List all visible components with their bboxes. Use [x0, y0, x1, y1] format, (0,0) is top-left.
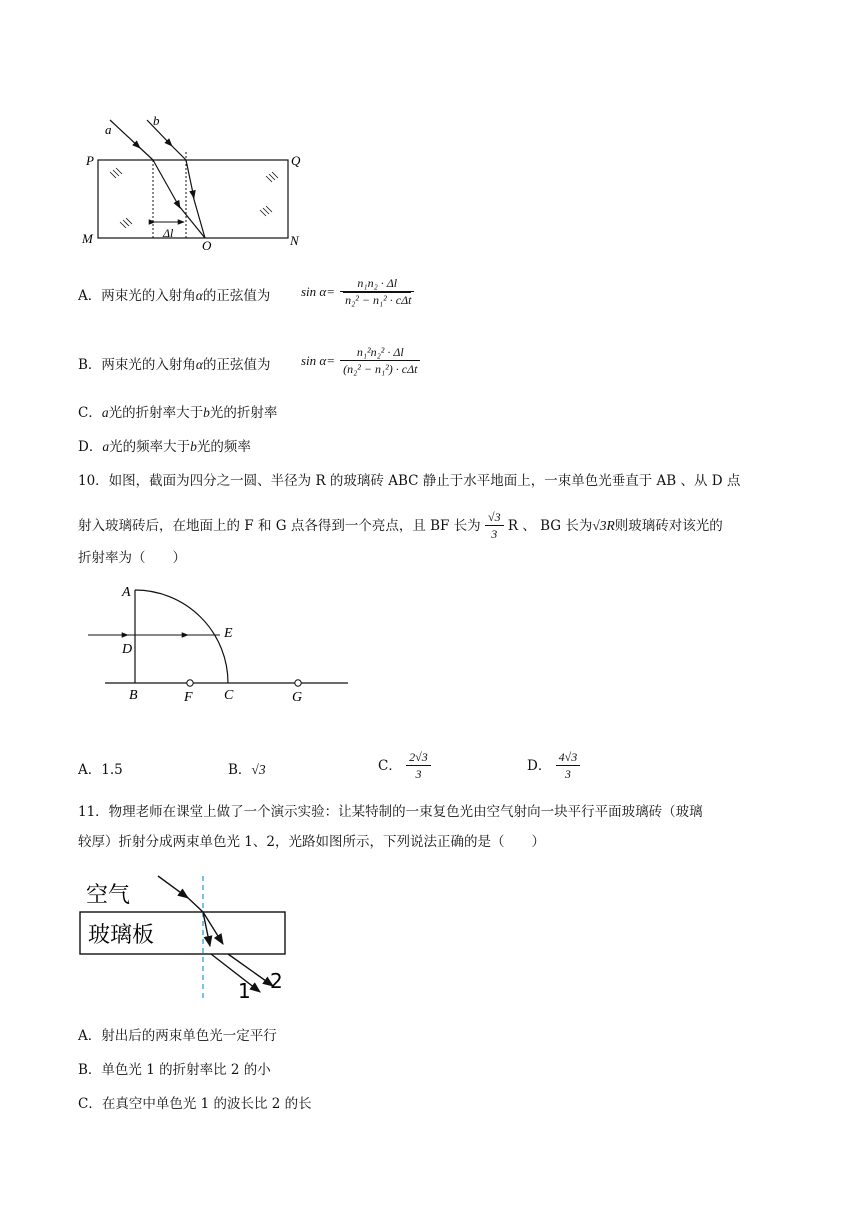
option-a-alpha: α [195, 288, 203, 303]
ray-b-refracted-2 [193, 196, 205, 238]
q10-option-b [228, 760, 266, 780]
label-glass: 玻璃板 [88, 923, 155, 948]
q10-line2-a: 射入玻璃砖后，在地面上的 F 和 G 点各得到一个亮点，且 BF 长为 [78, 518, 481, 534]
point-f [187, 680, 193, 686]
label-air: 空气 [86, 883, 131, 908]
q10-line2 [78, 510, 723, 542]
label-G: G [292, 690, 303, 705]
glass-block [98, 160, 288, 238]
q10-line3: 折射率为（ ） [78, 550, 186, 566]
q10-option-a: A．1.5 [78, 762, 123, 778]
incident-ray-2 [186, 896, 203, 912]
q10-bg-value: √3R [592, 518, 615, 533]
label-B: B [129, 688, 138, 703]
label-M: M [82, 231, 93, 246]
q10-option-c-fraction [406, 750, 431, 782]
option-b-alpha: α [195, 357, 204, 372]
option-d-var2: b [190, 439, 197, 454]
ray-a-incident [110, 120, 140, 148]
option-a-fraction [340, 276, 414, 308]
label-D: D [122, 642, 133, 657]
q10-line2-b: R 、 BG 长为 [507, 518, 593, 534]
q10-option-c-label: C． [378, 758, 402, 774]
option-b-fraction [340, 345, 420, 377]
option-c-prefix: C． [78, 405, 102, 421]
q9-option-b-formula [301, 345, 420, 377]
q10-option-b-label: B． [228, 762, 252, 778]
q9-option-d [78, 437, 251, 457]
label-a: a [105, 122, 112, 137]
q11-figure [78, 868, 308, 1003]
label-E: E [224, 626, 233, 641]
option-c-var2: b [203, 405, 210, 420]
incident-ray [158, 876, 188, 898]
q11-option-c: C．在真空中单色光 1 的波长比 2 的长 [78, 1096, 312, 1112]
option-b-num: n₁²n₂² · Δl [340, 345, 420, 361]
q11-line1: 11．物理老师在课堂上做了一个演示实验：让某特制的一束复色光由空气射向一块平行平面玻璃砖（玻璃 [78, 804, 703, 820]
q9-figure [80, 110, 320, 255]
q10-option-d-label: D． [527, 758, 552, 774]
label-b: b [153, 113, 160, 128]
q10-line1: 10．如图，截面为四分之一圆、半径为 R 的玻璃砖 ABC 静止于水平地面上，一束单色光垂直于 AB 、从 D 点 [78, 473, 741, 489]
q10-option-c-den: 3 [415, 767, 422, 781]
label-delta-l: Δl [163, 226, 174, 240]
q10-option-d-fraction [556, 750, 581, 782]
ray-b-incident [147, 120, 172, 146]
option-b-prefix: B．两束光的入射角 [78, 357, 196, 373]
option-c-var1: a [101, 405, 109, 420]
q10-line2-d: 则玻璃砖对该光的 [614, 518, 723, 534]
q9-option-a [78, 286, 270, 306]
option-b-mid: 的正弦值为 [203, 357, 271, 373]
q11-line2: 较厚）折射分成两束单色光 1、2，光路如图所示，下列说法正确的是（ ） [78, 834, 545, 850]
q10-option-b-value: √3 [251, 762, 266, 777]
arc-ac [135, 590, 228, 683]
ray-a-refracted [153, 160, 180, 208]
q9-option-a-formula [301, 276, 414, 308]
ray-b-refracted [186, 160, 194, 198]
option-d-text2: 光的频率 [196, 439, 251, 455]
label-P: P [86, 153, 94, 168]
option-d-prefix: D． [78, 439, 103, 455]
label-C: C [224, 688, 234, 703]
q10-bf-den: 3 [491, 527, 498, 541]
option-c-text1: 光的折射率大于 [108, 405, 204, 421]
q10-option-c [378, 750, 431, 782]
option-d-var1: a [102, 439, 110, 454]
option-a-mid: 的正弦值为 [202, 288, 271, 304]
label-Q: Q [291, 153, 301, 168]
q10-figure [80, 580, 360, 705]
option-a-num: n₁n₂ · Δl [340, 276, 414, 292]
q10-bf-num: √3 [485, 510, 504, 526]
ray-b-incident-2 [170, 144, 186, 160]
label-ray2: 2 [270, 969, 283, 993]
option-a-prefix: A．两束光的入射角 [78, 288, 196, 304]
option-b-den: (n₂² − n₁²) · cΔt [343, 362, 418, 376]
label-A: A [122, 585, 131, 600]
label-ray1: 1 [238, 979, 251, 1003]
q10-option-c-num: 2√3 [406, 750, 431, 766]
q10-bf-fraction [485, 510, 504, 542]
option-c-text2: 光的折射率 [209, 405, 278, 421]
q10-option-d-num: 4√3 [556, 750, 581, 766]
q11-option-a: A．射出后的两束单色光一定平行 [78, 1028, 277, 1044]
ray-a-incident-2 [138, 146, 153, 160]
option-b-lhs: sin α= [301, 353, 336, 368]
q9-option-c [78, 403, 277, 423]
label-N: N [290, 233, 299, 248]
option-a-lhs: sin α= [301, 284, 336, 299]
q11-option-b: B．单色光 1 的折射率比 2 的小 [78, 1062, 271, 1078]
option-d-text1: 光的频率大于 [109, 439, 191, 455]
label-O: O [202, 238, 212, 253]
point-g [295, 680, 301, 686]
label-F: F [184, 690, 193, 705]
q10-option-d-den: 3 [564, 767, 571, 781]
q10-option-d [527, 750, 580, 782]
q9-option-b [78, 355, 271, 375]
option-a-den: n₂² − n₁² · cΔt [345, 293, 412, 307]
